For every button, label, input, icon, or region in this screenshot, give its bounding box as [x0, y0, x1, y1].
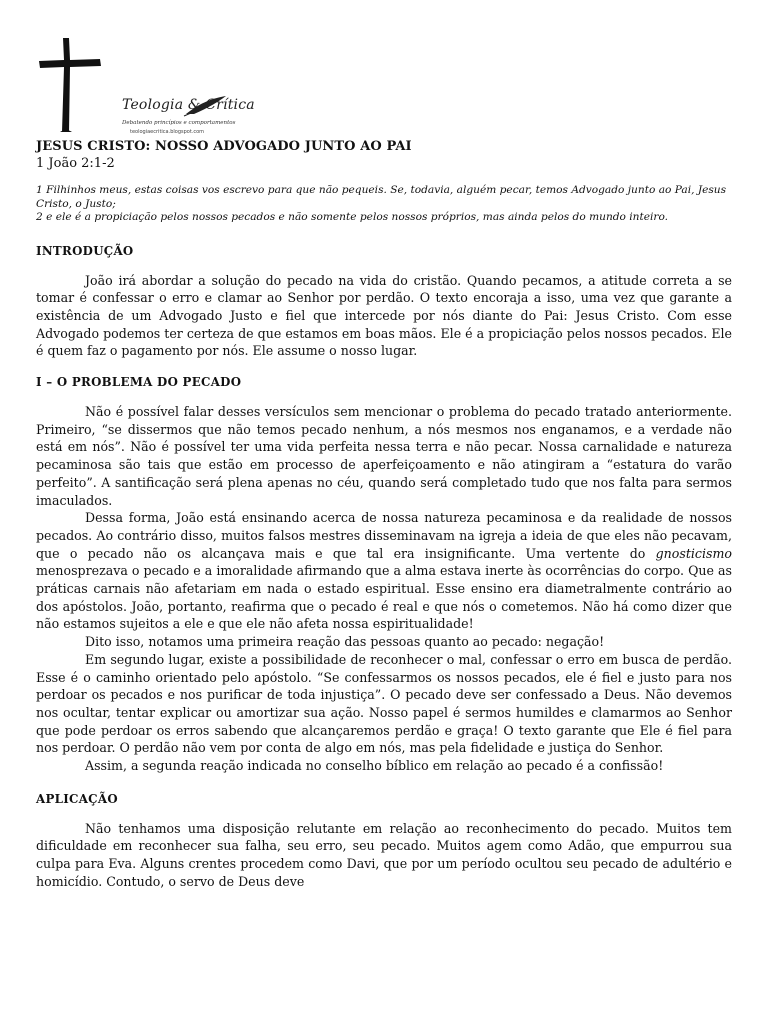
verse-2: 2 e ele é a propiciação pelos nossos pecados e não somente pelos nossos próprios, mas ainda pelos do mundo inteiro. — [36, 211, 669, 223]
bible-reference: 1 João 2:1-2 — [36, 156, 115, 171]
paragraph: Não tenhamos uma disposição relutante em relação ao reconhecimento do pecado. Muitos tem dificuldade em reconhecer sua falha, seu erro, seu pecado. Muitos agem como Adão, que empurrou sua culpa para Eva. Alguns crentes procedem como Davi, que por um período ocultou seu pecado de adultério e homicídio. Contudo, o servo de Deus deve — [36, 820, 732, 889]
section-heading: I – O PROBLEMA DO PECADO — [36, 375, 242, 390]
paragraph-text: Dessa forma, João está ensinando acerca de nossa natureza pecaminosa e da realidade de nossos pecados. Ao contrário disso, muitos falsos mestres disseminavam na igreja a ideia de que eles não pecavam, que o pecado não os alcançava mais e que tal era insignificante. Uma vertente do — [36, 510, 732, 561]
paragraph — [36, 509, 732, 633]
paragraph: Assim, a segunda reação indicada no conselho bíblico em relação ao pecado é a confissão! — [85, 758, 664, 774]
blog-logo — [36, 36, 286, 136]
scripture-epigraph — [36, 184, 732, 225]
emphasized-term: gnosticismo — [655, 545, 732, 561]
paragraph: João irá abordar a solução do pecado na vida do cristão. Quando pecamos, a atitude correta a se tomar é confessar o erro e clamar ao Senhor por perdão. O texto encoraja a isso, uma vez que garante a existência de um Advogado Justo e fiel que intercede por nós diante do Pai: Jesus Cristo. Com esse Advogado podemos ter certeza de que estamos em boas mãos. Ele é a propiciação pelos nossos pecados. Ele é quem faz o pagamento por nós. Ele assume o nosso lugar. — [36, 272, 732, 359]
section-heading: INTRODUÇÃO — [36, 243, 134, 258]
logo-tagline: Debatendo princípios e comportamentos — [122, 120, 236, 126]
section-introduction — [36, 243, 732, 361]
logo-url: teologiaecritica.blogspot.com — [130, 129, 205, 135]
section-problem-of-sin — [36, 374, 732, 775]
document-content — [36, 138, 732, 907]
section-heading: APLICAÇÃO — [36, 791, 118, 806]
paragraph: Dito isso, notamos uma primeira reação das pessoas quanto ao pecado: negação! — [85, 634, 605, 650]
paragraph: Não é possível falar desses versículos sem mencionar o problema do pecado tratado anteriormente. Primeiro, “se dissermos que não temos pecado nenhum, a nós mesmos nos enganamos, e a verdade não está em nós”. Não é possível ter uma vida perfeita nessa terra e não pecar. Nossa carnalidade e natureza pecaminosa são tais que estão em processo de aperfeiçoamento e não atingiram a “estatura do varão perfeito”. A santificação será plena apenas no céu, quando será completado tudo que nos falta para sermos imaculados. — [36, 404, 732, 508]
logo-title: Teologia & Crítica — [122, 97, 255, 113]
paragraph-text: menosprezava o pecado e a imoralidade afirmando que a alma estava inerte às ocorrências do corpo. Que as práticas carnais não afetariam em nada o estado espiritual. Esse ensino era diametralmente contrário ao dos apóstolos. João, portanto, reafirma que o pecado é real e que nós o cometemos. Não há como dizer que não estamos sujeitos a ele e que ele não afeta nossa espiritualidade! — [36, 563, 732, 632]
paragraph: Em segundo lugar, existe a possibilidade de reconhecer o mal, confessar o erro em busca de perdão. Esse é o caminho orientado pelo apóstolo. “Se confessarmos os nossos pecados, ele é fiel e justo para nos perdoar os pecados e nos purificar de toda injustiça”. O pecado deve ser confessado a Deus. Não devemos nos ocultar, tentar explicar ou amortizar sua ação. Nosso papel é sermos humildes e clamarmos ao Senhor que pode perdoar os erros sabendo que alcançaremos perdão e graça! O texto garante que Ele é fiel para nos perdoar. O perdão não vem por conta de algo em nós, mas pela fidelidade e justiça do Senhor. — [36, 651, 732, 756]
document-title: JESUS CRISTO: NOSSO ADVOGADO JUNTO AO PAI — [36, 139, 412, 154]
verse-1: 1 Filhinhos meus, estas coisas vos escrevo para que não pequeis. Se, todavia, alguém pecar, temos Advogado junto ao Pai, Jesus Cristo, o Justo; — [36, 184, 727, 210]
section-application — [36, 791, 732, 891]
